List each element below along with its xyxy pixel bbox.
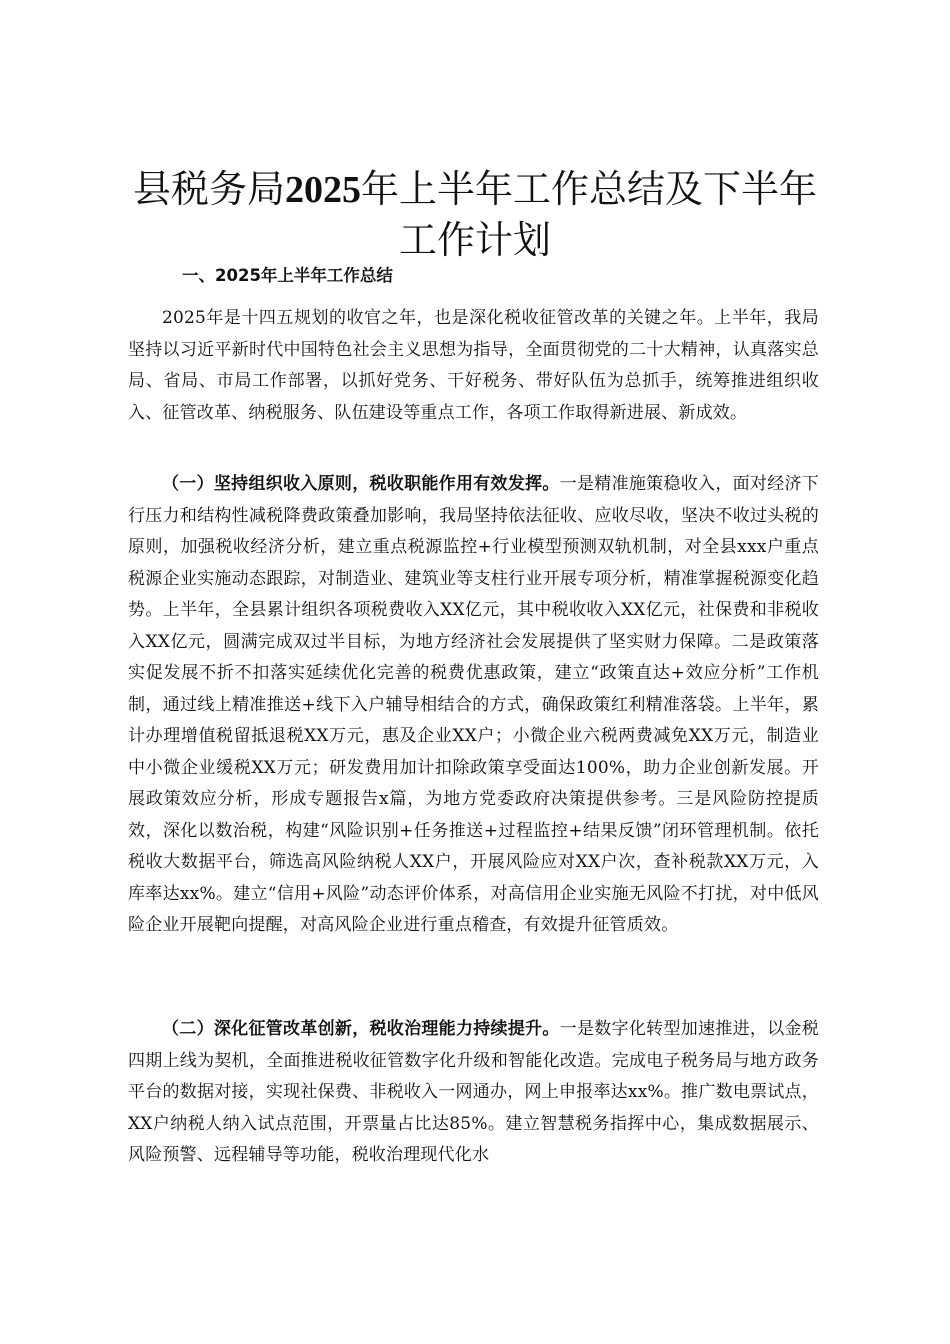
title-suffix: 年上半年工作总结及下半年工作计划 — [361, 167, 818, 262]
section-heading: 一、2025年上半年工作总结 — [182, 266, 393, 285]
paragraph-two — [128, 1014, 819, 1172]
intro-paragraph: 2025年是十四五规划的收官之年，也是深化税收征管改革的关键之年。上半年，我局坚持以习近平新时代中国特色社会主义思想为指导，全面贯彻党的二十大精神，认真落实总局、省局、市局工作部署，以抓好党务、干好税务、带好队伍为总抓手，统筹推进组织收入、征管改革、纳税服务、队伍建设等重点工作，各项工作取得新进展、新成效。 — [128, 308, 819, 423]
title-year: 2025 — [285, 169, 361, 211]
paragraph-one — [128, 469, 819, 942]
title-prefix: 县税务局 — [132, 167, 285, 211]
paragraph-one-body: 一是精准施策稳收入，面对经济下行压力和结构性减税降费政策叠加影响，我局坚持依法征收、应收尽收，坚决不收过头税的原则，加强税收经济分析，建立重点税源监控+行业模型预测双轨机制，对全县xxx户重点税源企业实施动态跟踪，对制造业、建筑业等支柱行业开展专项分析，精准掌握税源变化趋势。上半年，全县累计组织各项税费收入XX亿元，其中税收收入XX亿元，社保费和非税收入XX亿元，圆满完成双过半目标，为地方经济社会发展提供了坚实财力保障。二是政策落实促发展不折不扣落实延续优化完善的税费优惠政策，建立“政策直达+效应分析”工作机制，通过线上精准推送+线下入户辅导相结合的方式，确保政策红利精准落袋。上半年，累计办理增值税留抵退税XX万元，惠及企业XX户；小微企业六税两费减免XX万元，制造业中小微企业缓税XX万元；研发费用加计扣除政策享受面达100%，助力企业创新发展。开展政策效应分析，形成专题报告x篇，为地方党委政府决策提供参考。三是风险防控提质效，深化以数治税，构建“风险识别+任务推送+过程监控+结果反馈”闭环管理机制。依托税收大数据平台，筛选高风险纳税人XX户，开展风险应对XX户次，查补税款XX万元，入库率达xx%。建立“信用+风险”动态评价体系，对高信用企业实施无风险不打扰，对中低风险企业开展靶向提醒，对高风险企业进行重点稽查，有效提升征管质效。 — [128, 474, 820, 935]
document-title — [118, 164, 832, 265]
paragraph-two-body: 一是数字化转型加速推进，以金税四期上线为契机，全面推进税收征管数字化升级和智能化改造。完成电子税务局与地方政务平台的数据对接，实现社保费、非税收入一网通办，网上申报率达xx%。推广数电票试点，XX户纳税人纳入试点范围，开票量占比达85%。建立智慧税务指挥中心，集成数据展示、风险预警、远程辅导等功能，税收治理现代化水 — [128, 1019, 820, 1165]
paragraph-one-lead: （一）坚持组织收入原则，税收职能作用有效发挥。 — [162, 474, 560, 494]
paragraph-two-lead: （二）深化征管改革创新，税收治理能力持续提升。 — [162, 1019, 560, 1039]
